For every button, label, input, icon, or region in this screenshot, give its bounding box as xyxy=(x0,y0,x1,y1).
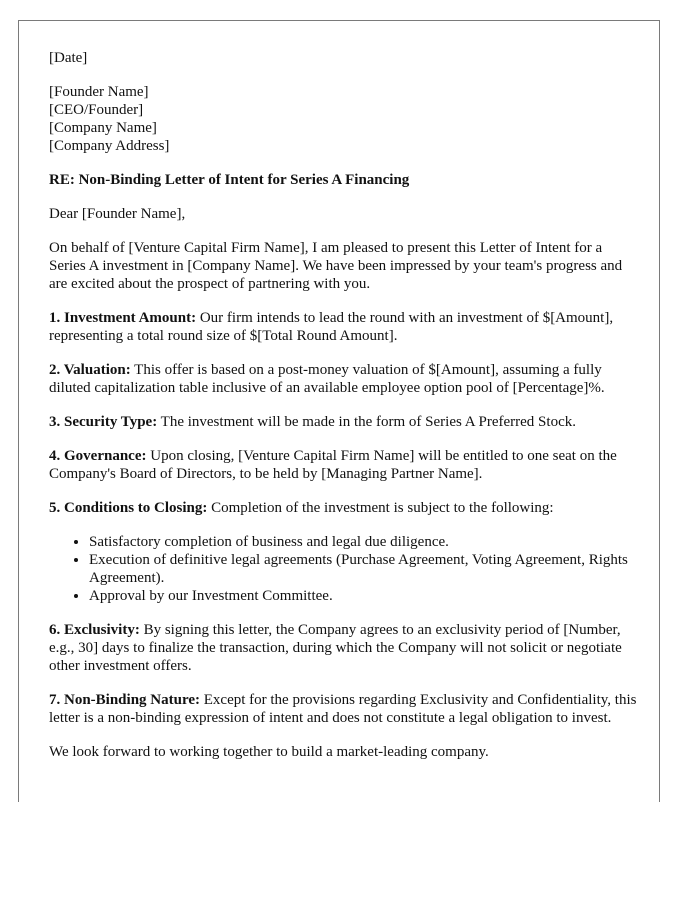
section-text: Except for the provisions regarding Exclusivity and Confidentiality, this letter is a non-binding expression of intent and does not constitute a legal obligation to invest. xyxy=(49,692,637,726)
section-text: This offer is based on a post-money valuation of $[Amount], assuming a fully diluted capitalization table inclusive of an available employee option pool of [Percentage]%. xyxy=(49,362,605,396)
section-governance xyxy=(49,447,639,483)
section-text: By signing this letter, the Company agrees to an exclusivity period of [Number, e.g., 30] days to finalize the transaction, during which the Company will not solicit or negotiate other investment offers. xyxy=(49,622,622,674)
section-heading: 2. Valuation: xyxy=(49,362,131,378)
section-heading: 6. Exclusivity: xyxy=(49,622,140,638)
letter-date: [Date] xyxy=(49,50,88,66)
section-valuation xyxy=(49,361,639,397)
intro-paragraph: On behalf of [Venture Capital Firm Name], I am pleased to present this Letter of Intent for a Series A investment in [Company Name]. We have been impressed by your team's progress and are excited about the prospect of partnering with you. xyxy=(49,240,623,292)
letter-page xyxy=(18,20,660,802)
section-heading: 5. Conditions to Closing: xyxy=(49,500,208,516)
section-exclusivity xyxy=(49,621,639,675)
section-non-binding-nature xyxy=(49,691,639,727)
letter-body xyxy=(49,49,639,777)
recipient-address-block xyxy=(49,83,639,155)
list-item: • Approval by our Investment Committee. xyxy=(89,587,639,605)
section-investment-amount xyxy=(49,309,639,345)
section-text: Upon closing, [Venture Capital Firm Name] will be entitled to one seat on the Company's Board of Directors, to be held by [Managing Partner Name]. xyxy=(49,448,617,482)
recipient-title: [CEO/Founder] xyxy=(49,102,144,118)
section-heading: 3. Security Type: xyxy=(49,414,158,430)
section-heading: 1. Investment Amount: xyxy=(49,310,197,326)
closing-paragraph: We look forward to working together to build a market-leading company. xyxy=(49,744,489,760)
section-security-type xyxy=(49,413,639,431)
section-text: Completion of the investment is subject to the following: xyxy=(207,500,554,516)
section-heading: 7. Non-Binding Nature: xyxy=(49,692,200,708)
section-text: The investment will be made in the form of Series A Preferred Stock. xyxy=(157,414,576,430)
salutation: Dear [Founder Name], xyxy=(49,206,186,222)
list-item: • Satisfactory completion of business and legal due diligence. xyxy=(89,533,639,551)
conditions-list xyxy=(49,533,639,605)
recipient-name: [Founder Name] xyxy=(49,84,149,100)
recipient-address: [Company Address] xyxy=(49,138,170,154)
section-conditions-to-closing xyxy=(49,499,639,517)
list-item: • Execution of definitive legal agreements (Purchase Agreement, Voting Agreement, Rights Agreement). xyxy=(89,551,639,587)
section-heading: 4. Governance: xyxy=(49,448,147,464)
subject-line: RE: Non-Binding Letter of Intent for Series A Financing xyxy=(49,172,410,188)
recipient-company: [Company Name] xyxy=(49,120,157,136)
section-text: Our firm intends to lead the round with an investment of $[Amount], representing a total round size of $[Total Round Amount]. xyxy=(49,310,614,344)
